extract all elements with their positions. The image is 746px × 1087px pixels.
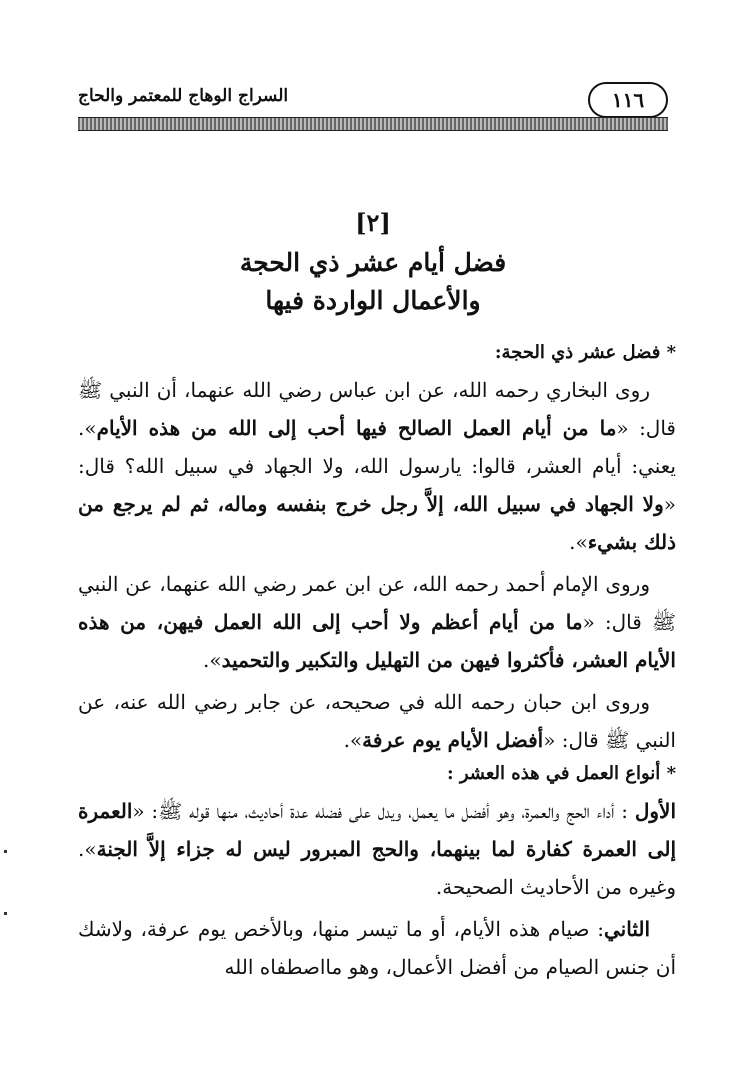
paragraph-bukhari [78,371,676,561]
text-run: : أداء الحج والعمرة، وهو أفضل ما يعمل، ويدل على فضله عدة أحاديث، منها قوله ﷺ: « [132,799,635,823]
item-label: الثاني [603,917,650,941]
chapter-title-line2: والأعمال الواردة فيها [265,286,481,315]
paragraph-ibn-hibban [78,683,676,759]
hadith-text: ما من أيام العمل الصالح فيها أحب إلى الله من هذه الأيام [96,416,617,440]
running-title: السراج الوهاج للمعتمر والحاج [78,86,289,106]
text-run: روى البخاري رحمه الله، عن ابن عباس رضي الله عنهما، أن النبي ﷺ قال: « [78,378,676,440]
text-run: ». [569,530,588,554]
paragraph-first-deed [78,792,676,906]
item-label: الأول [634,799,676,823]
paragraph-second-deed [78,910,676,986]
text-run: : صيام هذه الأيام، أو ما تيسر منها، وبالأخص يوم عرفة، ولاشك أن جنس الصيام من أفضل الأعمال، وهو مااصطفاه الله [78,917,676,979]
hadith-text: ولا الجهاد في سبيل الله، إلاَّ رجل خرج بنفسه وماله، ثم لم يرجع من ذلك بشيء [78,492,676,554]
page-number: ١١٦ [611,88,645,112]
header-rule [78,117,668,131]
page-header [78,82,668,118]
section-heading-virtue: * فضل عشر ذي الحجة: [494,342,676,363]
scan-edge-mark [4,912,7,915]
hadith-text: أفضل الأيام يوم عرفة [362,728,544,752]
text-run: ». [343,728,363,752]
chapter-title-line1: فضل أيام عشر ذي الحجة [239,248,507,277]
chapter-number: [٢] [355,208,391,237]
hadith-text: العمرة إلى العمرة كفارة لما بينهما، والحج المبرور ليس له جزاء إلاَّ الجنة [78,799,676,861]
text-run: وروى ابن حبان رحمه الله في صحيحه، عن جابر رضي الله عنه، عن النبي ﷺ قال: « [78,690,676,752]
hadith-text: ما من أيام أعظم ولا أحب إلى الله العمل فيهن، من هذه الأيام العشر، فأكثروا فيهن من التهليل والتكبير والتحميد [78,610,676,672]
section-heading-deeds: * أنواع العمل في هذه العشر : [446,763,676,784]
text-run: ». [203,648,222,672]
text-run: وروى الإمام أحمد رحمه الله، عن ابن عمر رضي الله عنهما، عن النبي ﷺ قال: « [78,572,676,634]
page-number-badge [588,82,668,118]
text-run: ». وغيره من الأحاديث الصحيحة. [78,837,676,899]
scan-edge-mark [4,850,7,853]
page-content [78,342,676,990]
paragraph-ahmad [78,565,676,679]
text-run: ». يعني: أيام العشر، قالوا: يارسول الله، ولا الجهاد في سبيل الله؟ قال: « [78,416,676,516]
